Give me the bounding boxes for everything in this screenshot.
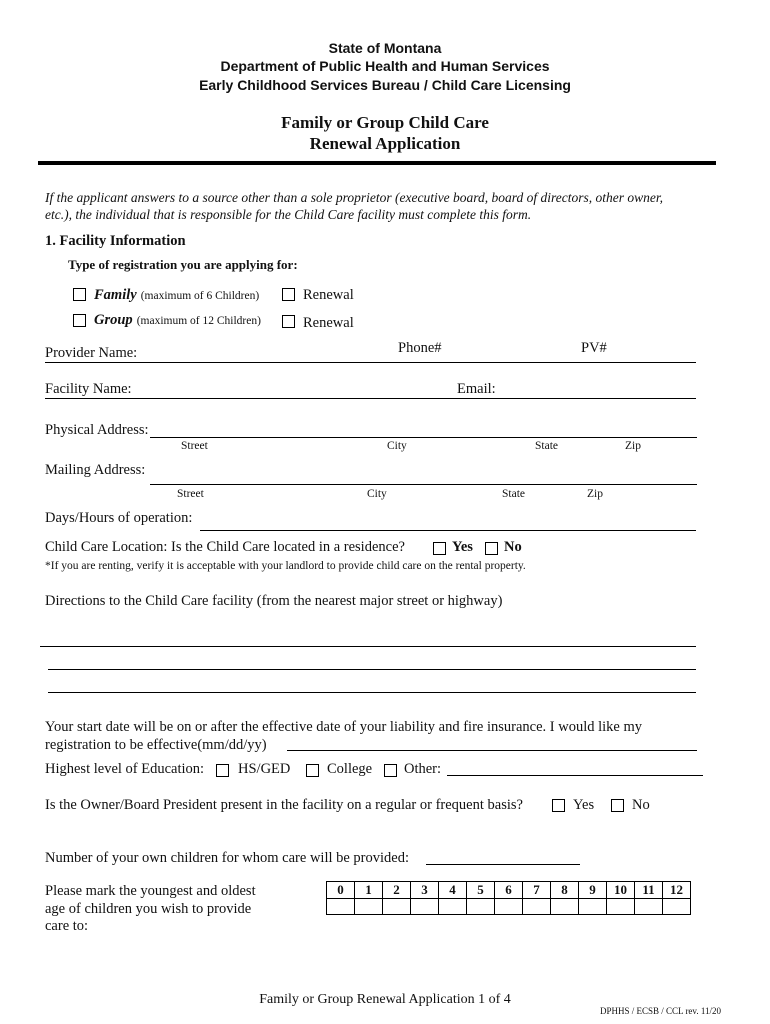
age-cell-5[interactable]: 5: [467, 882, 495, 899]
other-label: Other:: [404, 761, 442, 777]
header-bureau: Early Childhood Services Bureau / Child Care Licensing: [199, 77, 571, 93]
group-label: Group: [94, 312, 133, 328]
provider-name-label: Provider Name:: [45, 345, 138, 361]
age-mark-11[interactable]: [635, 899, 663, 915]
footer-page-label: Family or Group Renewal Application 1 of 4: [259, 992, 511, 1007]
physical-zip-label: Zip: [625, 440, 641, 452]
age-cell-3[interactable]: 3: [411, 882, 439, 899]
age-cell-4[interactable]: 4: [439, 882, 467, 899]
age-mark-6[interactable]: [495, 899, 523, 915]
age-cell-0[interactable]: 0: [327, 882, 355, 899]
header-department: Department of Public Health and Human Services: [220, 58, 550, 74]
renting-note: *If you are renting, verify it is acceptable with your landlord to provide child care on the rental property.: [45, 560, 526, 572]
owner-present-question: Is the Owner/Board President present in the facility on a regular or frequent basis?: [45, 797, 523, 813]
family-checkbox[interactable]: [73, 288, 86, 301]
age-mark-9[interactable]: [579, 899, 607, 915]
group-note: (maximum of 12 Children): [136, 315, 261, 327]
mailing-zip-label: Zip: [587, 488, 603, 500]
age-cell-11[interactable]: 11: [635, 882, 663, 899]
age-cell-2[interactable]: 2: [383, 882, 411, 899]
group-option: [94, 311, 261, 329]
other-checkbox[interactable]: [384, 764, 397, 777]
physical-city-label: City: [387, 440, 407, 452]
age-mark-1[interactable]: [355, 899, 383, 915]
residence-yes-label: Yes: [452, 539, 473, 555]
family-option: [94, 286, 259, 304]
age-mark-0[interactable]: [327, 899, 355, 915]
days-hours-label: Days/Hours of operation:: [45, 510, 193, 526]
form-subtitle: Renewal Application: [309, 134, 461, 153]
owner-yes-checkbox[interactable]: [552, 799, 565, 812]
family-renewal-checkbox[interactable]: [282, 288, 295, 301]
group-checkbox[interactable]: [73, 314, 86, 327]
age-cell-1[interactable]: 1: [355, 882, 383, 899]
facility-name-label: Facility Name:: [45, 381, 132, 397]
own-children-label: Number of your own children for whom care will be provided:: [45, 850, 410, 866]
age-cell-6[interactable]: 6: [495, 882, 523, 899]
section-1-heading: 1. Facility Information: [45, 233, 186, 249]
owner-no-label: No: [632, 797, 650, 813]
ages-question-3: care to:: [45, 918, 89, 934]
intro-line-1: If the applicant answers to a source other than a sole proprietor (executive board, board of directors, other owner,: [45, 190, 664, 205]
college-label: College: [327, 761, 373, 777]
own-children-field[interactable]: [426, 864, 580, 865]
ages-grid: [326, 881, 691, 915]
family-renewal-label: Renewal: [303, 287, 354, 303]
age-mark-3[interactable]: [411, 899, 439, 915]
footer-form-code: DPHHS / ECSB / CCL rev. 11/20: [600, 1006, 722, 1016]
residence-yes-checkbox[interactable]: [433, 542, 446, 555]
mailing-address-field[interactable]: [150, 484, 697, 485]
education-label: Highest level of Education:: [45, 761, 205, 777]
directions-line-2[interactable]: [48, 669, 696, 670]
ages-question-1: Please mark the youngest and oldest: [45, 883, 256, 899]
mailing-city-label: City: [367, 488, 387, 500]
provider-name-field[interactable]: [45, 362, 696, 363]
group-renewal-checkbox[interactable]: [282, 315, 295, 328]
start-date-text-2: registration to be effective(mm/dd/yy): [45, 737, 267, 753]
age-cell-9[interactable]: 9: [579, 882, 607, 899]
age-mark-7[interactable]: [523, 899, 551, 915]
family-note: (maximum of 6 Children): [140, 290, 260, 302]
physical-street-label: Street: [181, 440, 208, 452]
hsged-label: HS/GED: [238, 761, 291, 777]
mailing-street-label: Street: [177, 488, 204, 500]
residence-no-checkbox[interactable]: [485, 542, 498, 555]
college-checkbox[interactable]: [306, 764, 319, 777]
physical-address-field[interactable]: [150, 437, 697, 438]
pv-label: PV#: [581, 340, 607, 356]
owner-no-checkbox[interactable]: [611, 799, 624, 812]
directions-line-1[interactable]: [40, 646, 696, 647]
age-mark-12[interactable]: [663, 899, 691, 915]
age-mark-4[interactable]: [439, 899, 467, 915]
header-divider: [38, 161, 716, 165]
other-education-field[interactable]: [447, 775, 703, 776]
facility-name-field[interactable]: [45, 398, 696, 399]
effective-date-field[interactable]: [287, 750, 697, 751]
age-cell-10[interactable]: 10: [607, 882, 635, 899]
registration-type-label: Type of registration you are applying for:: [68, 257, 298, 272]
phone-label: Phone#: [398, 340, 442, 356]
ages-question-2: age of children you wish to provide: [45, 901, 252, 917]
family-label: Family: [94, 287, 137, 303]
form-title: Family or Group Child Care: [281, 113, 489, 132]
ages-header-row: [327, 882, 691, 899]
directions-label: Directions to the Child Care facility (from the nearest major street or highway): [45, 593, 503, 609]
owner-yes-label: Yes: [573, 797, 595, 813]
physical-address-label: Physical Address:: [45, 422, 149, 438]
intro-line-2: etc.), the individual that is responsible for the Child Care facility must complete this form.: [45, 207, 532, 222]
age-cell-7[interactable]: 7: [523, 882, 551, 899]
days-hours-field[interactable]: [200, 530, 696, 531]
location-question: Child Care Location: Is the Child Care located in a residence?: [45, 539, 405, 555]
directions-line-3[interactable]: [48, 692, 696, 693]
age-cell-8[interactable]: 8: [551, 882, 579, 899]
start-date-text-1: Your start date will be on or after the effective date of your liability and fire insurance. I would like my: [45, 719, 643, 735]
age-mark-2[interactable]: [383, 899, 411, 915]
email-label: Email:: [457, 381, 496, 397]
age-mark-5[interactable]: [467, 899, 495, 915]
ages-mark-row: [327, 899, 691, 915]
mailing-address-label: Mailing Address:: [45, 462, 146, 478]
age-mark-10[interactable]: [607, 899, 635, 915]
age-mark-8[interactable]: [551, 899, 579, 915]
hsged-checkbox[interactable]: [216, 764, 229, 777]
residence-no-label: No: [504, 539, 522, 555]
header-state: State of Montana: [328, 40, 442, 56]
physical-state-label: State: [535, 440, 558, 452]
age-cell-12[interactable]: 12: [663, 882, 691, 899]
mailing-state-label: State: [502, 488, 525, 500]
group-renewal-label: Renewal: [303, 315, 354, 331]
